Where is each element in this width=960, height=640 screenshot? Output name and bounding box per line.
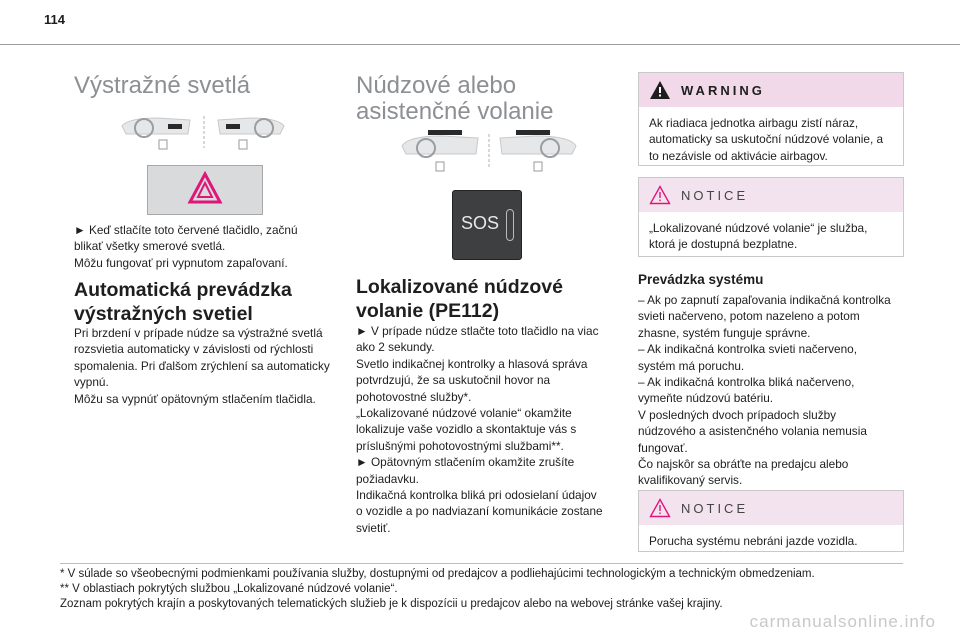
hazard-button-icon [147,165,263,215]
warning-triangle-icon [649,80,671,100]
footnote: Zoznam pokrytých krajín a poskytovaných telematických služieb je k dispozícii u predajcov alebo na webovej stránke vašej krajiny. [60,598,723,610]
section-title-emergency-call: Núdzové alebo asistenčné volanie [356,72,554,125]
footnote-divider [60,563,903,564]
warning-box [638,72,904,166]
notice-label: NOTICE [681,500,749,516]
hazard-intro-text: ► Keď stlačíte toto červené tlačidlo, začnú blikať všetky smerové svetlá. Môžu fungovať pri vypnutom zapaľovaní. [74,223,298,270]
watermark: carmanualsonline.info [749,612,936,631]
warning-label: WARNING [681,82,765,98]
car-interior-icon [118,112,288,156]
warning-triangle-icon [649,498,671,518]
footnote: * V súlade so všeobecnými podmienkami používania služby, dostupnými od predajcov a podliehajúcimi technologickým a technickým obmedzeniam. [60,568,815,580]
localized-call-text: ► V prípade núdze stlačte toto tlačidlo na viac ako 2 sekundy. Svetlo indikačnej kontrolky a hlasová správa potvrdzujú, že sa uskutočnil hovor na pohotovostné služby*. „Lokalizované núdzové volanie“ okamžite lokalizuje vaše vozidlo a skontaktuje vás s príslušnými pohotovostnými službami**. ► Opätovným stlačením okamžite zrušíte požiadavku. Indikačná kontrolka bliká pri odosielaní údajov o vozidle a po nadviazaní komunikácie zostane svietiť. [356,324,603,535]
page-number: 114 [44,12,65,27]
warning-text: Ak riadiaca jednotka airbagu zistí náraz, automaticky sa uskutoční núdzové volanie, a to nezávisle od aktivácie airbagov. [649,116,884,163]
warning-box-header [639,73,903,107]
footnotes [60,567,815,612]
sos-indicator-light [506,209,514,241]
footnote: ** V oblastiach pokrytých službou „Lokalizované núdzové volanie“. [60,583,398,595]
notice-box-fault [638,490,904,552]
notice-text: „Lokalizované núdzové volanie“ je služba, ktorá je dostupná bezplatne. [649,221,868,252]
notice-box-service [638,177,904,257]
heading-system-operation: Prevádzka systému [638,272,764,287]
notice-label: NOTICE [681,187,749,203]
system-operation-text: – Ak po zapnutí zapaľovania indikačná kontrolka svieti načerveno, potom nazeleno a potom zhasne, systém funguje správne. – Ak indikačná kontrolka svieti načerveno, systém má poruchu. – Ak indikačná kontrolka bliká načerveno, vymeňte núdzovú batériu. V posledných dvoch prípadoch služby núdzového a asistenčného volania nemusia fungovať. Čo najskôr sa obráťte na predajcu alebo kvalifikovaný servis. [638,293,891,488]
section-title-hazard: Výstražné svetlá [74,72,251,99]
notice-box-header [639,491,903,525]
notice-box-header [639,178,903,212]
warning-triangle-icon [649,185,671,205]
automatic-hazard-text: Pri brzdení v prípade núdze sa výstražné svetlá rozsvietia automaticky v závislosti od rýchlosti spomalenia. Pri ďalšom zrýchlení sa automaticky vypnú. Môžu sa vypnúť opätovným stlačením tlačidla. [74,326,330,406]
header-divider [0,44,960,45]
heading-automatic-hazard: Automatická prevádzka výstražných svetiel [74,279,292,325]
car-interior-icon [398,128,580,178]
heading-localized-call: Lokalizované núdzové volanie (PE112) [356,276,563,322]
sos-button-icon [452,190,522,260]
notice-text: Porucha systému nebráni jazde vozidla. [649,534,858,548]
sos-label: SOS [461,213,500,233]
